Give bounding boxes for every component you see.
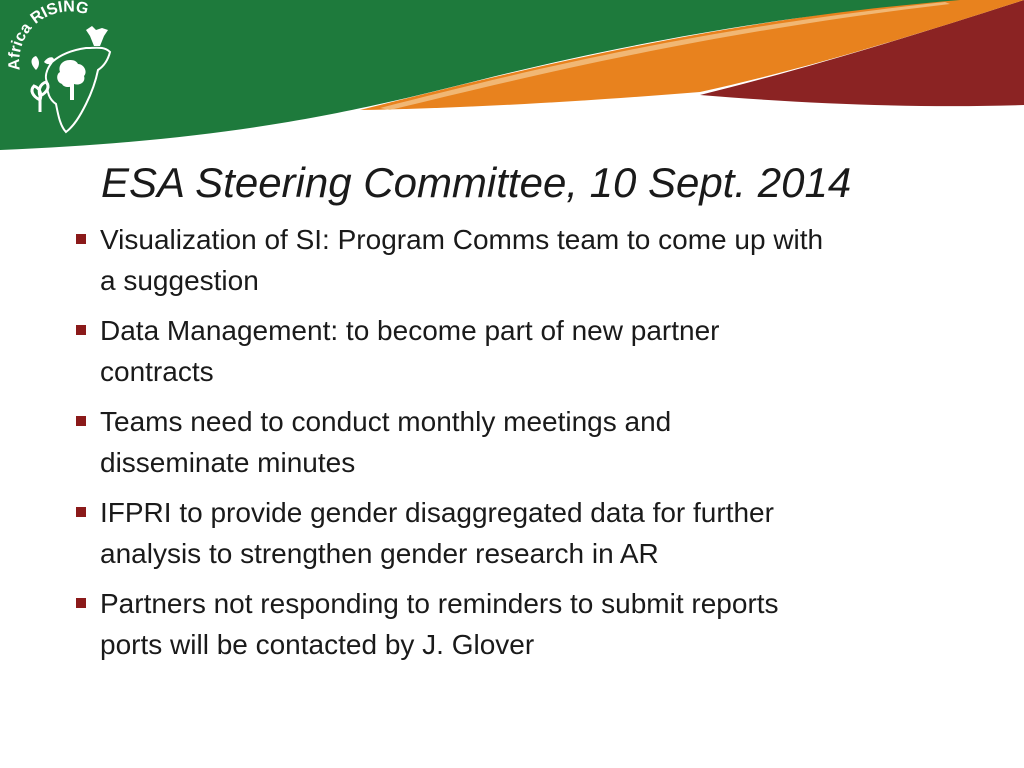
sprout-icon bbox=[32, 82, 48, 112]
africa-rising-logo bbox=[0, 0, 130, 140]
square-bullet-icon bbox=[76, 234, 86, 244]
tree-icon bbox=[57, 60, 85, 100]
leaf-icon bbox=[32, 56, 55, 70]
square-bullet-icon bbox=[76, 416, 86, 426]
bullet-line-2: contracts bbox=[100, 356, 214, 387]
bullet-list bbox=[76, 219, 916, 674]
logo-brand-text: Africa RISING bbox=[6, 0, 91, 71]
cow-icon bbox=[86, 26, 108, 46]
bullet-item bbox=[76, 219, 916, 301]
bullet-item bbox=[76, 583, 916, 665]
bullet-line-2: ports will be contacted by J. Glover bbox=[100, 629, 535, 660]
square-bullet-icon bbox=[76, 507, 86, 517]
bullet-item bbox=[76, 310, 916, 392]
square-bullet-icon bbox=[76, 598, 86, 608]
bullet-line-1: Visualization of SI: Program Comms team to come up with bbox=[100, 224, 824, 255]
africa-outline-icon bbox=[46, 48, 110, 132]
bullet-item bbox=[76, 492, 916, 574]
bullet-line-1: Data Management: to become part of new partner bbox=[100, 315, 720, 346]
bullet-line-2: disseminate minutes bbox=[100, 447, 356, 478]
bullet-line-1: IFPRI to provide gender disaggregated data for further bbox=[100, 497, 774, 528]
square-bullet-icon bbox=[76, 325, 86, 335]
bullet-line-2: a suggestion bbox=[100, 265, 259, 296]
bullet-line-2: analysis to strengthen gender research in AR bbox=[100, 538, 659, 569]
slide-title: ESA Steering Committee, 10 Sept. 2014 bbox=[101, 159, 852, 206]
header-banner bbox=[0, 0, 1024, 150]
bullet-line-1: Teams need to conduct monthly meetings and bbox=[100, 406, 672, 437]
bullet-line-1: Partners not responding to reminders to submit reports bbox=[100, 588, 779, 619]
bullet-item bbox=[76, 401, 916, 483]
